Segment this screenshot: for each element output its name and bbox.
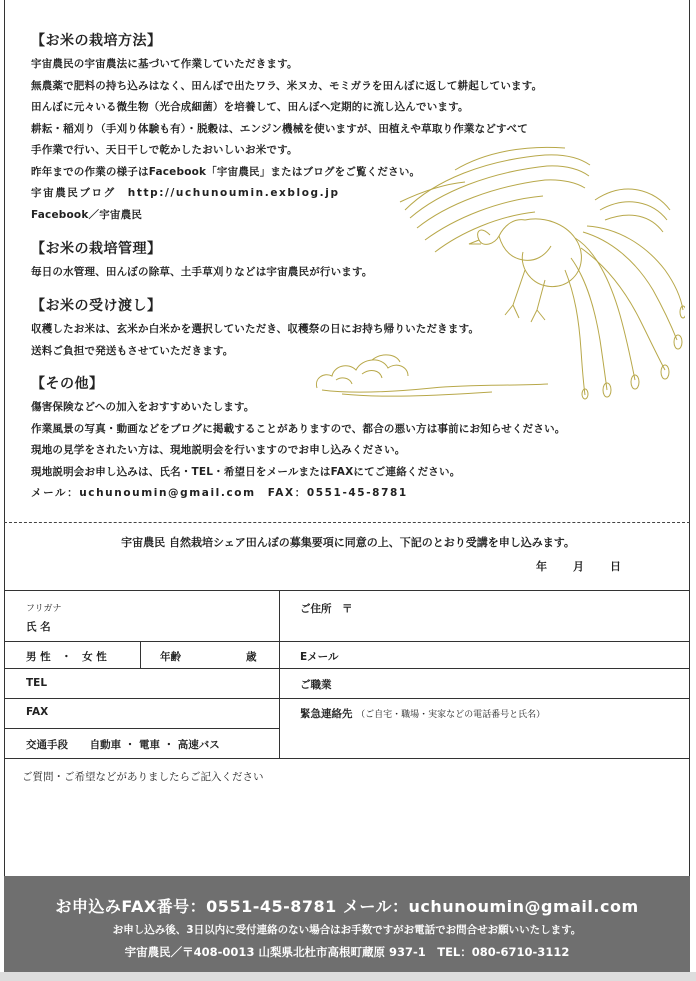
blog-link[interactable]: 宇宙農民ブログ http://uchunoumin.exblog.jp: [31, 187, 340, 199]
questions-field[interactable]: ご質問・ご希望などがありましたらご記入ください: [22, 771, 264, 783]
facebook-link[interactable]: Facebook／宇宙農民: [31, 208, 143, 221]
section-heading: 【お米の受け渡し】: [31, 298, 162, 314]
transport-label: 交通手段: [26, 739, 68, 751]
date-month-label: 月: [573, 560, 584, 573]
date-day-label: 日: [610, 560, 621, 573]
section-heading: 【お米の栽培管理】: [31, 241, 162, 257]
text-line: 現地説明会お申し込みは、氏名・TEL・希望日をメールまたはFAXにてご連絡ください。: [31, 465, 461, 478]
furigana-label: フリガナ: [26, 604, 62, 614]
section-cultivation-management: [31, 238, 373, 284]
transport-field[interactable]: [26, 737, 220, 752]
tel-field[interactable]: TEL: [26, 677, 48, 689]
application-form: [4, 590, 690, 877]
text-line: 現地の見学をされたい方は、現地説明会を行いますのでお申し込みください。: [31, 444, 406, 456]
name-field[interactable]: 氏 名: [26, 621, 51, 633]
contact-line: メール：uchunoumin@gmail.com FAX：0551-45-8781: [31, 487, 408, 499]
fax-field[interactable]: FAX: [26, 706, 49, 718]
section-heading: 【お米の栽培方法】: [31, 33, 162, 49]
text-line: 傷害保険などへの加入をおすすめいたします。: [31, 401, 255, 413]
text-line: 田んぼに元々いる微生物（光合成細菌）を培養して、田んぼへ定期的に流し込んでいます。: [31, 101, 469, 113]
cut-line: [4, 522, 690, 523]
gender-field[interactable]: 男 性 ・ 女 性: [26, 651, 107, 663]
text-line: 手作業で行い、天日干しで乾かしたおいしいお米です。: [31, 144, 298, 156]
emergency-contact-field[interactable]: [300, 706, 545, 721]
date-year-label: 年: [536, 560, 547, 573]
text-line: 作業風景の写真・動画などをブログに掲載することがありますので、都合の悪い方は事前にお知らせください。: [31, 422, 566, 435]
footer-contact-band: [4, 876, 690, 972]
agreement-text: 宇宙農民 自然栽培シェア田んぼの募集要項に同意の上、下記のとおり受講を申し込みます。: [121, 536, 575, 549]
text-line: 毎日の水管理、田んぼの除草、土手草刈りなどは宇宙農民が行います。: [31, 266, 373, 278]
text-line: 無農薬で肥料の持ち込みはなく、田んぼで出たワラ、米ヌカ、モミガラを田んぼに返して耕起しています。: [31, 79, 543, 92]
text-line: 送料ご負担で発送もさせていただきます。: [31, 344, 234, 357]
footer-fax-email: お申込みFAX番号：0551-45-8781 メール：uchunoumin@gmail.com: [55, 897, 639, 916]
section-heading: 【その他】: [31, 376, 104, 392]
footer-address: 宇宙農民／〒408-0013 山梨県北杜市高根町蔵原 937-1 TEL：080-6710-3112: [124, 945, 570, 959]
page-shadow: [0, 972, 696, 981]
email-field[interactable]: Eメール: [300, 651, 339, 663]
address-field[interactable]: ご住所 〒: [300, 603, 353, 615]
age-unit-label: 歳: [246, 651, 257, 663]
emergency-note: （ご自宅・職場・実家などの電話番号と氏名）: [356, 710, 546, 720]
footer-notice: お申し込み後、3日以内に受付連絡のない場合はお手数ですがお電話でお問合せお願いいたします。: [112, 924, 582, 936]
emergency-label: 緊急連絡先: [300, 708, 353, 720]
text-line: 耕耘・稲刈り（手刈り体験も有）・脱穀は、エンジン機械を使いますが、田植えや草取り作業などすべて: [31, 122, 528, 135]
cloud-illustration: [312, 348, 552, 404]
text-line: 収穫したお米は、玄米か白米かを選択していただき、収穫祭の日にお持ち帰りいただきます。: [31, 323, 480, 335]
age-field[interactable]: 年齢: [160, 651, 181, 663]
occupation-field[interactable]: ご職業: [300, 679, 332, 691]
text-line: 昨年までの作業の様子はFacebook「宇宙農民」またはブログをご覧ください。: [31, 165, 421, 178]
text-line: 宇宙農民の宇宙農法に基づいて作業していただきます。: [31, 58, 298, 70]
transport-options[interactable]: 自動車 ・ 電車 ・ 高速バス: [89, 739, 220, 751]
